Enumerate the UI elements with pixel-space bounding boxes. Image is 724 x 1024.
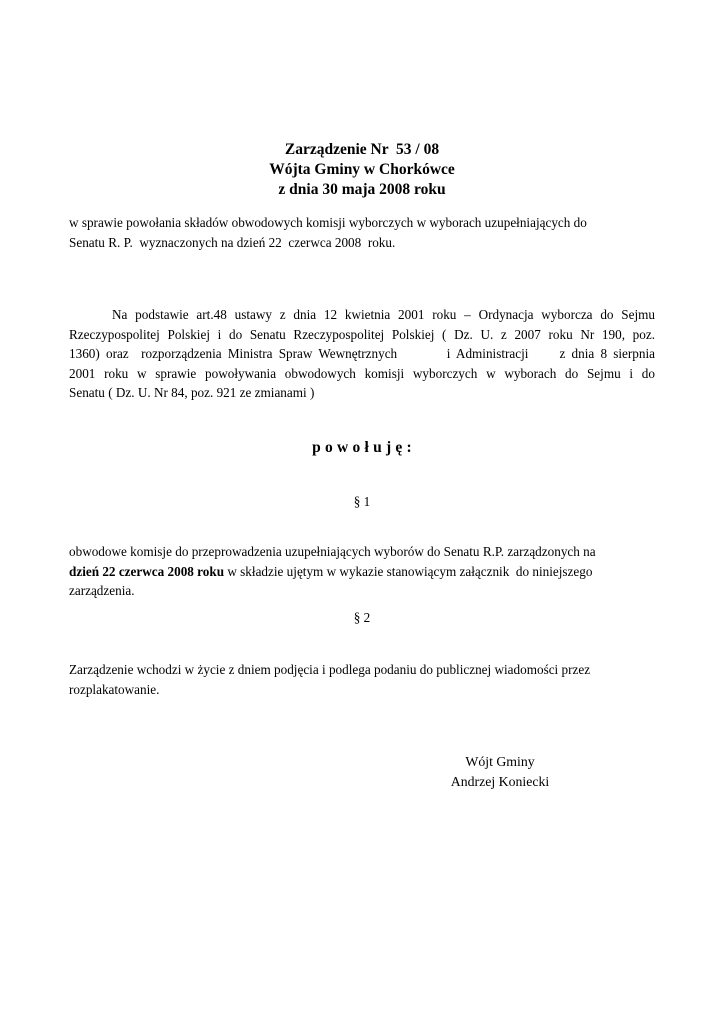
section-2-line-1: Zarządzenie wchodzi w życie z dniem podjęcia i podlega podaniu do publicznej wiadomości przez: [69, 662, 591, 677]
legal-basis-paragraph: [69, 305, 655, 403]
legal-basis-line-1: Na podstawie art.48 ustawy z dnia 12 kwietnia 2001 roku – Ordynacja wyborcza do Sejmu: [112, 307, 655, 322]
section-1-line-2-rest: w składzie ujętym w wykazie stanowiącym załącznik do niniejszego: [224, 563, 593, 579]
election-date-bold: dzień 22 czerwca 2008 roku: [69, 563, 225, 579]
legal-basis-line-4: 2001 roku w sprawie powoływania obwodowych komisji wyborczych w wyborach do Sejmu i do: [69, 365, 655, 381]
title-line-3: z dnia 30 maja 2008 roku: [278, 181, 446, 198]
subject-line-1: w sprawie powołania składów obwodowych komisji wyborczych w wyborach uzupełniających do: [69, 215, 587, 230]
subject-line-2: Senatu R. P. wyznaczonych na dzień 22 czerwca 2008 roku.: [69, 235, 396, 250]
legal-basis-line-2: Rzeczypospolitej Polskiej i do Senatu Rzeczypospolitej Polskiej ( Dz. U. z 2007 roku Nr 190, poz.: [69, 326, 655, 342]
document-subject: [69, 213, 659, 253]
legal-basis-line-5: Senatu ( Dz. U. Nr 84, poz. 921 ze zmianami ): [69, 385, 315, 400]
section-2-paragraph: [69, 660, 669, 699]
section-2-line-2: rozplakatowanie.: [69, 681, 160, 697]
section-1-paragraph: [69, 542, 669, 601]
document-title: [0, 140, 724, 200]
decree-heading: p o w o ł u j ę :: [312, 439, 412, 456]
title-line-1: Zarządzenie Nr 53 / 08: [284, 141, 440, 158]
section-1-line-1: obwodowe komisje do przeprowadzenia uzupełniających wyborów do Senatu R.P. zarządzonych na: [69, 544, 596, 559]
signature-title: Wójt Gminy: [465, 754, 535, 769]
title-line-2: Wójta Gminy w Chorkówce: [269, 161, 455, 178]
section-1-line-2: [69, 562, 669, 582]
section-2-mark: § 2: [353, 610, 371, 625]
section-1-line-3: zarządzenia.: [69, 583, 135, 598]
legal-basis-line-3: 1360) oraz rozporządzenia Ministra Spraw Wewnętrznych i Administracji z dnia 8 sierpnia: [69, 346, 655, 361]
signature-block: [420, 752, 580, 792]
signature-name: Andrzej Koniecki: [450, 774, 550, 789]
section-1-mark: § 1: [353, 494, 371, 509]
